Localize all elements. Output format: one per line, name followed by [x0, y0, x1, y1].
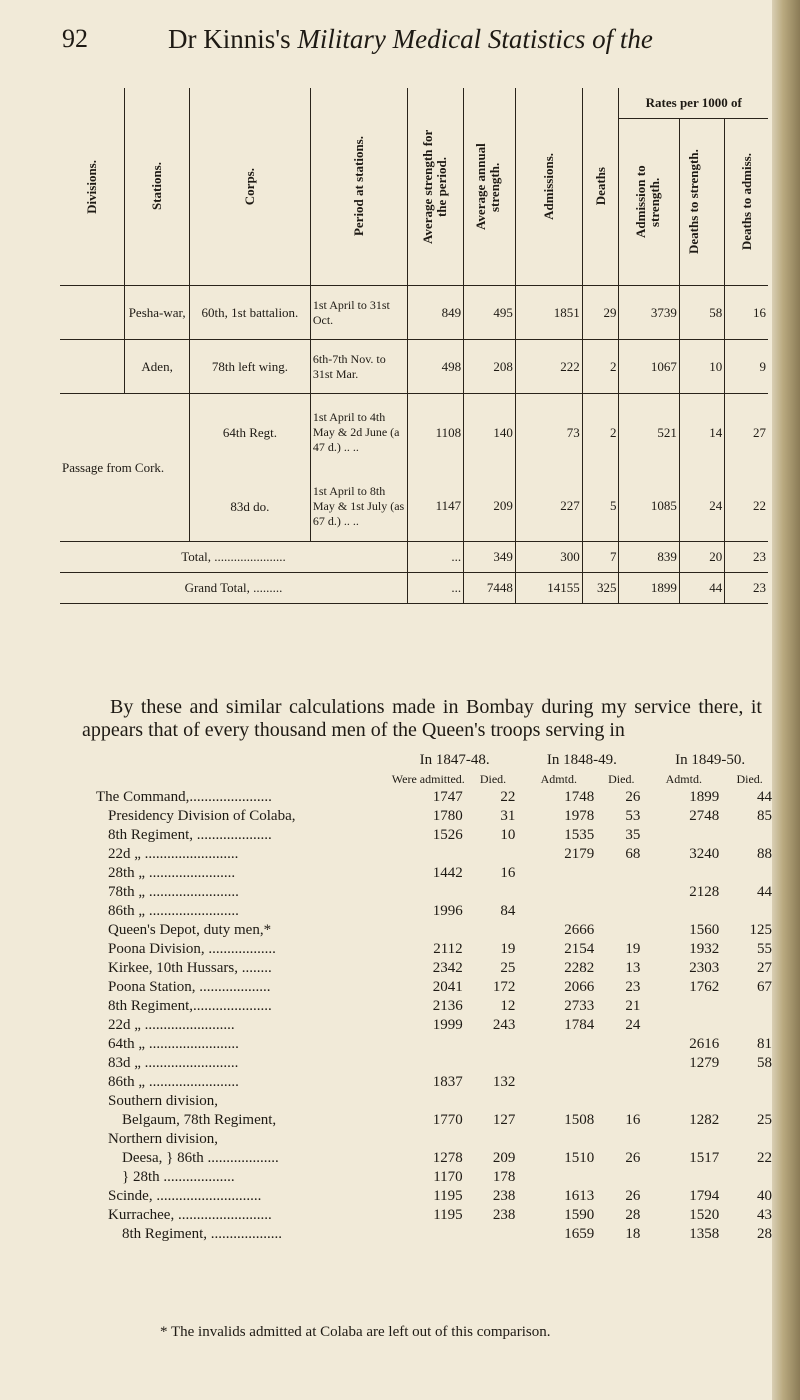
- cell-value: 1770: [432, 1112, 463, 1128]
- cell-value: 1195: [433, 1207, 463, 1223]
- row-label: Poona Division, ..................: [108, 941, 276, 957]
- cell-value: [644, 997, 723, 1016]
- cell-value: [598, 1130, 644, 1149]
- cell-value: 2666: [564, 922, 595, 938]
- cell-value: 238: [492, 1188, 516, 1204]
- cell-value: 43: [757, 1207, 772, 1223]
- cell-value: 1932: [689, 941, 720, 957]
- cell-value: [467, 1054, 520, 1073]
- cell-value: [519, 902, 598, 921]
- row-label: 83d „ .........................: [108, 1055, 239, 1071]
- row-label: Southern division,: [108, 1093, 219, 1109]
- page-edge: [772, 0, 800, 1400]
- table-row: [96, 883, 776, 902]
- cell-value: 28: [625, 1207, 641, 1223]
- col-admissions: Admissions.: [515, 88, 582, 286]
- cell-value: [390, 1054, 467, 1073]
- table-row: [96, 1130, 776, 1149]
- table-row: [96, 940, 776, 959]
- cell-value: 1195: [433, 1188, 463, 1204]
- cell-value: [644, 1073, 723, 1092]
- cell-value: 84: [500, 903, 516, 919]
- row-label: Presidency Division of Colaba,: [108, 808, 296, 824]
- table-row: [96, 1016, 776, 1035]
- row-label: 8th Regiment, ...................: [122, 1226, 282, 1242]
- cell-value: [598, 1092, 644, 1111]
- row-label: } 28th ...................: [122, 1169, 235, 1185]
- cell-value: 1747: [432, 789, 463, 805]
- cell-value: [723, 997, 776, 1016]
- table-row: [96, 1035, 776, 1054]
- cell-value: 209: [492, 1150, 516, 1166]
- cell-value: 26: [625, 1150, 641, 1166]
- cell-value: 68: [625, 846, 641, 862]
- cell-value: 55: [757, 941, 772, 957]
- table-row: [96, 959, 776, 978]
- row-label: 86th „ ........................: [108, 1074, 239, 1090]
- cell-value: 18: [625, 1226, 641, 1242]
- cell-value: [390, 1035, 467, 1054]
- cell-value: 26: [625, 789, 641, 805]
- cell-value: 1442: [432, 865, 463, 881]
- row-label: Belgaum, 78th Regiment,: [122, 1112, 277, 1128]
- col-divisions: Divisions.: [84, 159, 100, 214]
- cell-value: 1560: [689, 922, 720, 938]
- col-stations: Stations.: [125, 88, 190, 286]
- cell-value: 2041: [432, 979, 463, 995]
- cell-value: 24: [625, 1017, 641, 1033]
- cell-value: 1279: [689, 1055, 720, 1071]
- year-1847: In 1847-48.: [419, 751, 490, 768]
- cell-value: 2154: [564, 941, 595, 957]
- cell-value: 22: [500, 789, 516, 805]
- cell-value: 3240: [689, 846, 720, 862]
- cell-value: [598, 864, 644, 883]
- cell-value: [644, 1168, 723, 1187]
- cell-value: [467, 921, 520, 940]
- cell-value: 28: [757, 1226, 772, 1242]
- row-label: The Command,......................: [96, 789, 272, 805]
- cell-value: [390, 1225, 467, 1244]
- cell-value: 132: [492, 1074, 516, 1090]
- cell-value: [644, 1130, 723, 1149]
- cell-value: 1170: [433, 1169, 463, 1185]
- cell-value: 67: [757, 979, 772, 995]
- cell-value: [644, 1016, 723, 1035]
- cell-value: 19: [500, 941, 516, 957]
- col-death-rate: Deaths to strength.: [679, 119, 724, 286]
- row-label: 22d „ .........................: [108, 846, 239, 862]
- table-row: Aden, 78th left wing. 6th-7th Nov. to 31st Mar. 498 208 222 2 1067 10 9: [60, 340, 768, 394]
- row-label: 8th Regiment,.....................: [108, 998, 272, 1014]
- cell-value: 22: [757, 1150, 772, 1166]
- cell-value: [723, 1168, 776, 1187]
- cell-value: [467, 1035, 520, 1054]
- cell-value: [598, 1054, 644, 1073]
- cell-value: 1999: [432, 1017, 463, 1033]
- cell-value: [723, 826, 776, 845]
- table-row: 83d do. 1st April to 8th May & 1st July (as 67 d.) .. .. 1147 209 227 5 1085 24 22: [60, 472, 768, 542]
- cell-value: 2733: [564, 998, 595, 1014]
- cell-value: [467, 1130, 520, 1149]
- cell-value: [598, 1035, 644, 1054]
- running-head-title: Military Medical Statistics of the: [297, 24, 653, 54]
- cell-value: 19: [625, 941, 641, 957]
- cell-value: 2342: [432, 960, 463, 976]
- row-label: Northern division,: [108, 1131, 218, 1147]
- table-row: [96, 1225, 776, 1244]
- cell-value: 1613: [564, 1188, 595, 1204]
- cell-value: [390, 921, 467, 940]
- cell-value: 1517: [689, 1150, 720, 1166]
- cell-value: 44: [757, 884, 772, 900]
- year-1849: In 1849-50.: [675, 751, 746, 768]
- cell-value: 1996: [432, 903, 463, 919]
- total-row: Total, ...................... ... 349 300 7 839 20 23: [60, 542, 768, 573]
- cell-value: 58: [757, 1055, 772, 1071]
- table-row: [96, 1149, 776, 1168]
- cell-value: 88: [757, 846, 772, 862]
- col-avg-period: Average strength for the period.: [407, 88, 463, 286]
- cell-value: 10: [500, 827, 516, 843]
- admissions-table: [96, 750, 776, 1244]
- table-row: [96, 788, 776, 807]
- subheader-row: Were admitted. Died. Admtd. Died. Admtd. Died.: [391, 771, 763, 786]
- table-row: [96, 845, 776, 864]
- page-number: 92: [62, 24, 88, 53]
- cell-value: 1748: [564, 789, 595, 805]
- cell-value: 1784: [564, 1017, 595, 1033]
- table-row: Passage from Cork. 64th Regt. 1st April to 4th May & 2d June (a 47 d.) .. .. 1108 140 73 2 521 14 27: [60, 394, 768, 472]
- cell-value: [390, 883, 467, 902]
- cell-value: [598, 902, 644, 921]
- cell-value: [519, 1073, 598, 1092]
- cell-value: 44: [757, 789, 772, 805]
- col-adm-rate: Admission to strength.: [619, 119, 679, 286]
- row-label: 78th „ ........................: [108, 884, 239, 900]
- cell-value: 2136: [432, 998, 463, 1014]
- table-row: [96, 997, 776, 1016]
- year-header-row: [96, 750, 776, 770]
- cell-value: 2748: [689, 808, 720, 824]
- cell-value: [723, 1092, 776, 1111]
- table-row: [96, 826, 776, 845]
- cell-value: 178: [492, 1169, 516, 1185]
- row-label: 28th „ .......................: [108, 865, 236, 881]
- cell-value: 1590: [564, 1207, 595, 1223]
- page-header: [62, 20, 762, 60]
- cell-value: 2303: [689, 960, 720, 976]
- cell-value: [467, 883, 520, 902]
- row-label: Kirkee, 10th Hussars, ........: [108, 960, 272, 976]
- footnote: * The invalids admitted at Colaba are left out of this comparison.: [160, 1324, 551, 1340]
- year-1848: In 1848-49.: [546, 751, 617, 768]
- cell-value: 125: [749, 922, 772, 938]
- cell-value: 31: [500, 808, 516, 824]
- cell-value: 25: [757, 1112, 772, 1128]
- cell-value: 27: [757, 960, 772, 976]
- cell-value: 12: [500, 998, 516, 1014]
- cell-value: 2179: [564, 846, 595, 862]
- cell-value: [723, 1073, 776, 1092]
- row-label: Kurrachee, .........................: [108, 1207, 272, 1223]
- cell-value: [390, 1092, 467, 1111]
- row-label: Scinde, ............................: [108, 1188, 262, 1204]
- cell-value: [467, 1092, 520, 1111]
- cell-value: 1526: [432, 827, 463, 843]
- cell-value: 35: [625, 827, 641, 843]
- col-avg-annual: Average annual strength.: [464, 88, 516, 286]
- cell-value: 1659: [564, 1226, 595, 1242]
- row-label: Deesa, } 86th ...................: [122, 1150, 279, 1166]
- cell-value: [598, 883, 644, 902]
- table-row: [96, 1111, 776, 1130]
- col-period: Period at stations.: [310, 88, 407, 286]
- cell-value: 1278: [432, 1150, 463, 1166]
- cell-value: [723, 864, 776, 883]
- cell-value: [644, 864, 723, 883]
- cell-value: [723, 1130, 776, 1149]
- cell-value: [644, 1092, 723, 1111]
- cell-value: 16: [500, 865, 516, 881]
- rates-header: Rates per 1000 of: [619, 88, 768, 119]
- table-row: [96, 864, 776, 883]
- body-paragraph: By these and similar calculations made in Bombay during my service there, it appears that of every thousand men of the Queen's troops serving in: [82, 696, 762, 741]
- cell-value: 13: [625, 960, 641, 976]
- running-head-prefix: Dr Kinnis's: [168, 24, 298, 54]
- cell-value: 1282: [689, 1112, 720, 1128]
- cell-value: [519, 1168, 598, 1187]
- cell-value: [390, 1130, 467, 1149]
- cell-value: 23: [625, 979, 641, 995]
- row-label: Queen's Depot, duty men,*: [108, 922, 272, 938]
- cell-value: 1520: [689, 1207, 720, 1223]
- table-row: [96, 921, 776, 940]
- cell-value: 2128: [689, 884, 720, 900]
- cell-value: [467, 845, 520, 864]
- table-row: Pesha-war, 60th, 1st battalion. 1st April to 31st Oct. 849 495 1851 29 3739 58 16: [60, 286, 768, 340]
- cell-value: [390, 845, 467, 864]
- grand-total-row: Grand Total, ......... ... 7448 14155 325 1899 44 23: [60, 573, 768, 604]
- cell-value: [519, 1130, 598, 1149]
- cell-value: 2282: [564, 960, 595, 976]
- cell-value: [644, 902, 723, 921]
- cell-value: 1837: [432, 1074, 463, 1090]
- cell-value: 85: [757, 808, 772, 824]
- table-row: [96, 902, 776, 921]
- cell-value: 172: [492, 979, 516, 995]
- cell-value: 127: [492, 1112, 516, 1128]
- cell-value: [598, 1073, 644, 1092]
- cell-value: [519, 1054, 598, 1073]
- row-label: 64th „ ........................: [108, 1036, 239, 1052]
- table-row: [96, 1054, 776, 1073]
- cell-value: 2616: [689, 1036, 720, 1052]
- cell-value: [598, 921, 644, 940]
- cell-value: 1535: [564, 827, 595, 843]
- cell-value: 40: [757, 1188, 772, 1204]
- cell-value: 53: [625, 808, 641, 824]
- cell-value: 1780: [432, 808, 463, 824]
- row-label: 8th Regiment, ....................: [108, 827, 272, 843]
- cell-value: [467, 1225, 520, 1244]
- col-corps: Corps.: [190, 88, 311, 286]
- cell-value: 26: [625, 1188, 641, 1204]
- row-label: 86th „ ........................: [108, 903, 239, 919]
- stations-table: [60, 88, 768, 604]
- table-row: [96, 1206, 776, 1225]
- cell-value: 238: [492, 1207, 516, 1223]
- cell-value: [519, 1035, 598, 1054]
- cell-value: 2066: [564, 979, 595, 995]
- table-row: [96, 1092, 776, 1111]
- cell-value: 21: [625, 998, 641, 1014]
- row-label: 22d „ ........................: [108, 1017, 235, 1033]
- cell-value: 25: [500, 960, 516, 976]
- cell-value: 1899: [689, 789, 720, 805]
- cell-value: 1508: [564, 1112, 595, 1128]
- table-row: [96, 978, 776, 997]
- col-death-adm: Deaths to admiss.: [725, 119, 768, 286]
- cell-value: 2112: [433, 941, 463, 957]
- cell-value: [723, 1016, 776, 1035]
- cell-value: 1358: [689, 1226, 720, 1242]
- col-deaths: Deaths: [582, 88, 619, 286]
- cell-value: [519, 864, 598, 883]
- cell-value: [723, 902, 776, 921]
- cell-value: 81: [757, 1036, 772, 1052]
- cell-value: 243: [492, 1017, 516, 1033]
- cell-value: [644, 826, 723, 845]
- running-head: [168, 24, 653, 55]
- row-label: Poona Station, ...................: [108, 979, 271, 995]
- table-row: [96, 807, 776, 826]
- cell-value: 1510: [564, 1150, 595, 1166]
- cell-value: [519, 1092, 598, 1111]
- cell-value: 16: [625, 1112, 641, 1128]
- cell-value: 1762: [689, 979, 720, 995]
- cell-value: 1978: [564, 808, 595, 824]
- cell-value: [598, 1168, 644, 1187]
- table-row: [96, 1168, 776, 1187]
- cell-value: 1794: [689, 1188, 720, 1204]
- cell-value: [519, 883, 598, 902]
- table-row: [96, 1187, 776, 1206]
- table-row: [96, 1073, 776, 1092]
